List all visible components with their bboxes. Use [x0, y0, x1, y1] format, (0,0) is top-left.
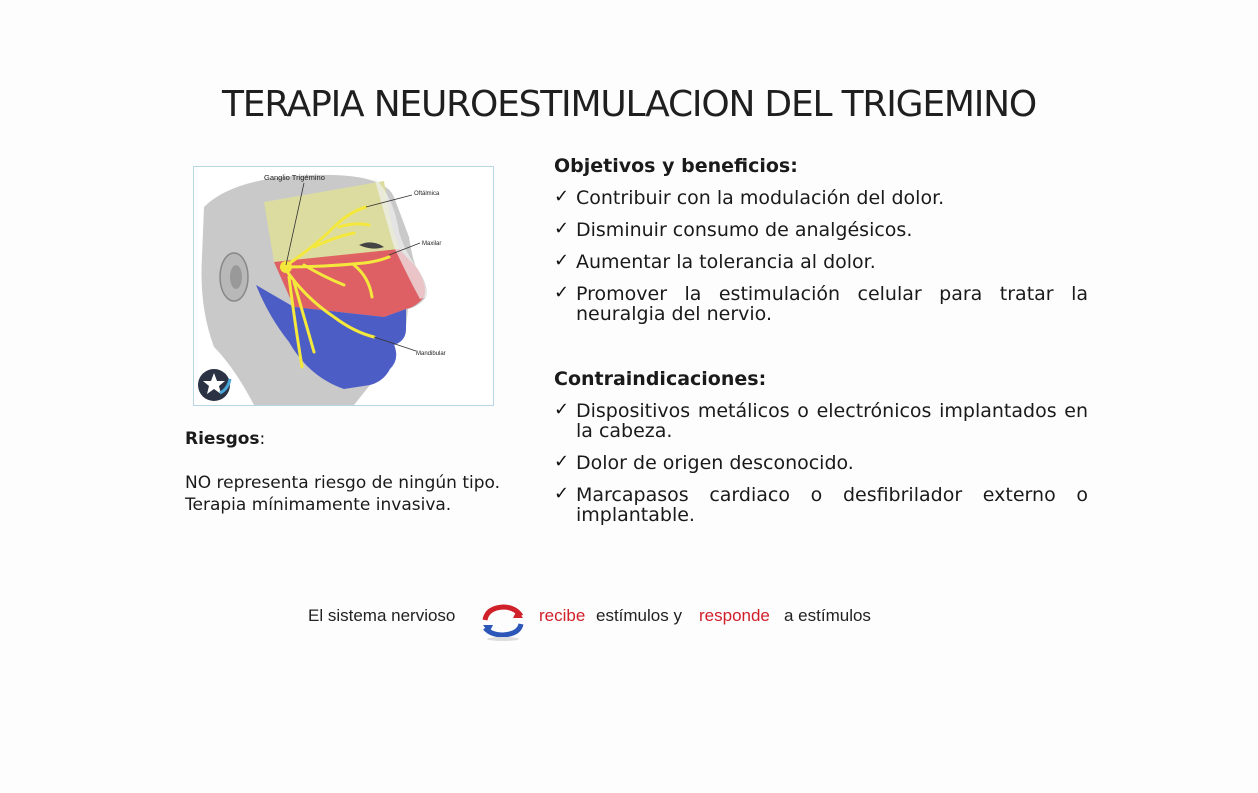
check-icon: ✓ — [554, 282, 570, 303]
footer-text-1: El sistema nervioso — [308, 606, 456, 625]
list-item-text: Disminuir consumo de analgésicos. — [576, 219, 913, 241]
footer-responde: responde — [699, 606, 770, 625]
maxillary-label: Maxilar — [422, 241, 442, 247]
list-item-text: Contribuir con la modulación del dolor. — [576, 187, 945, 209]
list-item-text: Promover la estimulación celular para tratar la neuralgia del nervio. — [576, 283, 1088, 325]
check-icon: ✓ — [554, 399, 570, 420]
footer-recibe: recibe — [539, 606, 586, 625]
star-logo-icon — [198, 369, 230, 401]
contraindications-section — [554, 367, 1088, 525]
risks-heading: Riesgos — [185, 429, 260, 449]
list-item — [554, 453, 1088, 473]
list-item-text: Dispositivos metálicos o electrónicos implantados en la cabeza. — [576, 400, 1088, 442]
objectives-section — [554, 154, 1088, 324]
risks-heading-colon: : — [259, 429, 266, 449]
list-item — [554, 284, 1088, 324]
list-item-text: Dolor de origen desconocido. — [576, 452, 854, 474]
check-icon: ✓ — [554, 250, 570, 271]
contraindications-heading: Contraindicaciones: — [554, 368, 767, 390]
objectives-heading: Objetivos y beneficios: — [554, 155, 798, 177]
ganglion-label: Ganglio Trigémino — [264, 173, 325, 182]
list-item-text: Marcapasos cardiaco o desfibrilador externo o implantable. — [576, 484, 1088, 526]
check-icon: ✓ — [554, 483, 570, 504]
check-icon: ✓ — [554, 186, 570, 207]
cycle-arrows-icon — [481, 602, 525, 642]
list-item — [554, 401, 1088, 441]
risks-section — [185, 428, 500, 516]
list-item-text: Aumentar la tolerancia al dolor. — [576, 251, 876, 273]
check-icon: ✓ — [554, 218, 570, 239]
risks-line: Terapia mínimamente invasiva. — [185, 495, 452, 515]
check-icon: ✓ — [554, 451, 570, 472]
trigeminal-nerve-illustration — [193, 166, 494, 406]
footer-text-3: estímulos y — [596, 606, 682, 625]
risks-line: NO representa riesgo de ningún tipo. — [185, 473, 500, 493]
list-item — [554, 252, 1088, 272]
list-item — [554, 220, 1088, 240]
head-diagram — [194, 167, 493, 405]
footer-tagline — [308, 602, 908, 642]
list-item — [554, 485, 1088, 525]
list-item — [554, 188, 1088, 208]
page-title: TERAPIA NEUROESTIMULACION DEL TRIGEMINO — [221, 84, 1037, 125]
ophthalmic-label: Oftálmica — [414, 191, 440, 197]
footer-text-5: a estímulos — [784, 606, 871, 625]
mandibular-label: Mandibular — [416, 351, 446, 357]
